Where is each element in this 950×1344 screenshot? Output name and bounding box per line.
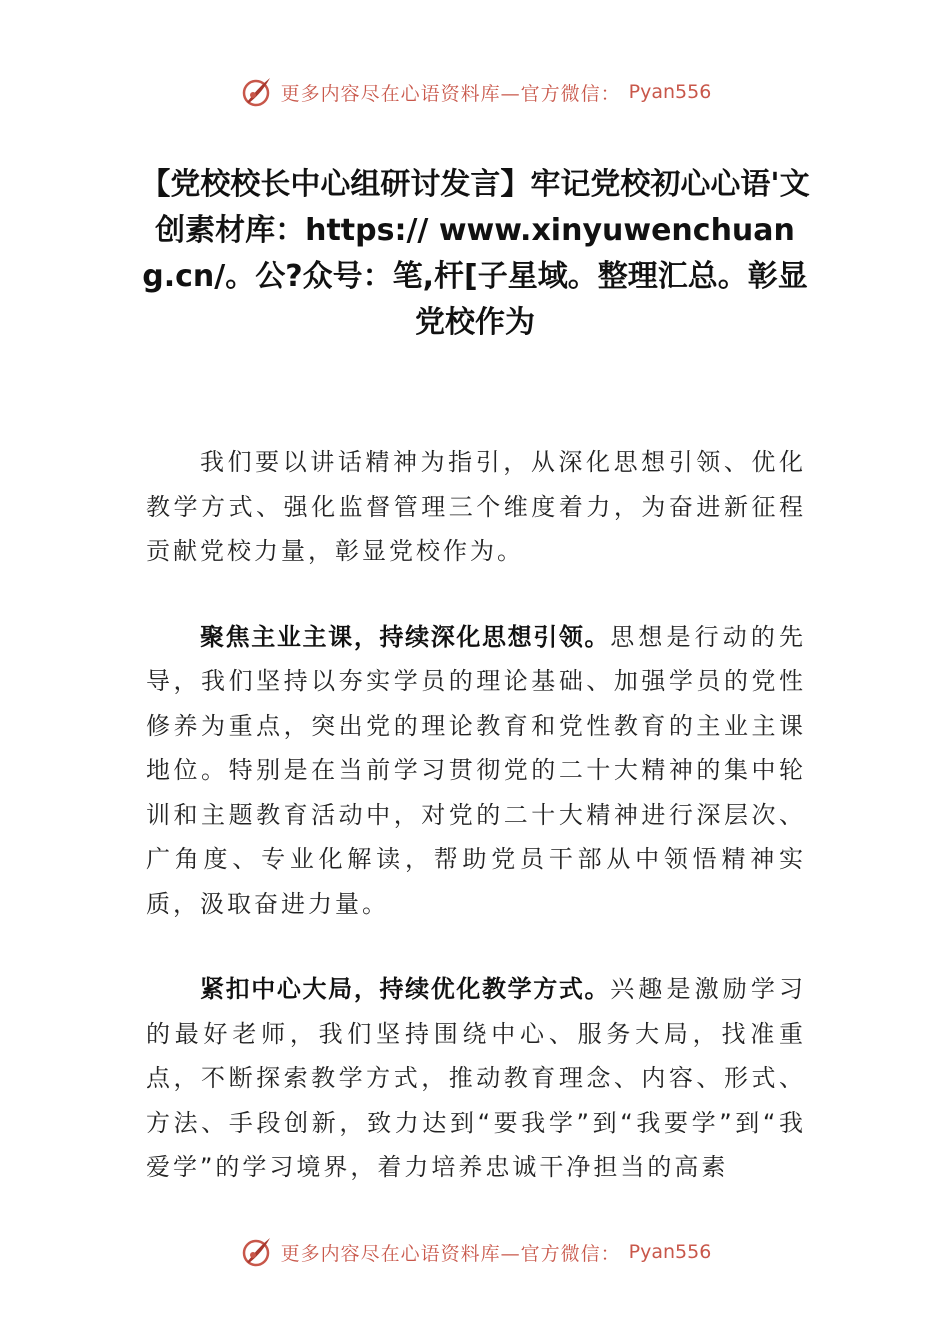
banner-text: 更多内容尽在心语资料库—官方微信： (280, 82, 621, 105)
paragraph-text: 兴趣是激励学习的最好老师，我们坚持围绕中心、服务大局，找准重点，不断探索教学方式，推动教育理念、内容、形式、方法、手段创新，致力达到“要我学”到“我要学”到“我爱学”的学习境界，着力培养忠诚干净担当的高素 (146, 975, 807, 1181)
document-body (146, 440, 806, 1231)
quill-seal-icon (239, 75, 273, 109)
paragraph-text: 我们要以讲话精神为指引，从深化思想引领、优化教学方式、强化监督管理三个维度着力，为奋进新征程贡献党校力量，彰显党校作为。 (146, 448, 806, 565)
banner-wechat-id: Pyan556 (628, 1241, 712, 1263)
banner-wechat-id: Pyan556 (628, 81, 712, 103)
paragraph-teaching-methods (146, 967, 806, 1190)
document-title: 【党校校长中心组研讨发言】牢记党校初心心语'文创素材库：https:// www.xinyuwenchuang.cn/。公?众号：笔,杆[子星域。整理汇总。彰显党校作为 (140, 167, 810, 340)
quill-seal-icon (239, 1235, 273, 1269)
paragraph-thought-guidance (146, 615, 806, 927)
header-banner (0, 70, 950, 114)
banner-text: 更多内容尽在心语资料库—官方微信： (280, 1242, 621, 1265)
paragraph-intro (146, 440, 806, 574)
footer-banner (0, 1230, 950, 1274)
paragraph-lead: 紧扣中心大局，持续优化教学方式。 (200, 975, 611, 1003)
paragraph-lead: 聚焦主业主课，持续深化思想引领。 (200, 622, 611, 651)
paragraph-text: 思想是行动的先导，我们坚持以夯实学员的理论基础、加强学员的党性修养为重点，突出党的理论教育和党性教育的主业主课地位。特别是在当前学习贯彻党的二十大精神的集中轮训和主题教育活动中，对党的二十大精神进行深层次、广角度、专业化解读，帮助党员干部从中领悟精神实质，汲取奋进力量。 (146, 622, 807, 918)
